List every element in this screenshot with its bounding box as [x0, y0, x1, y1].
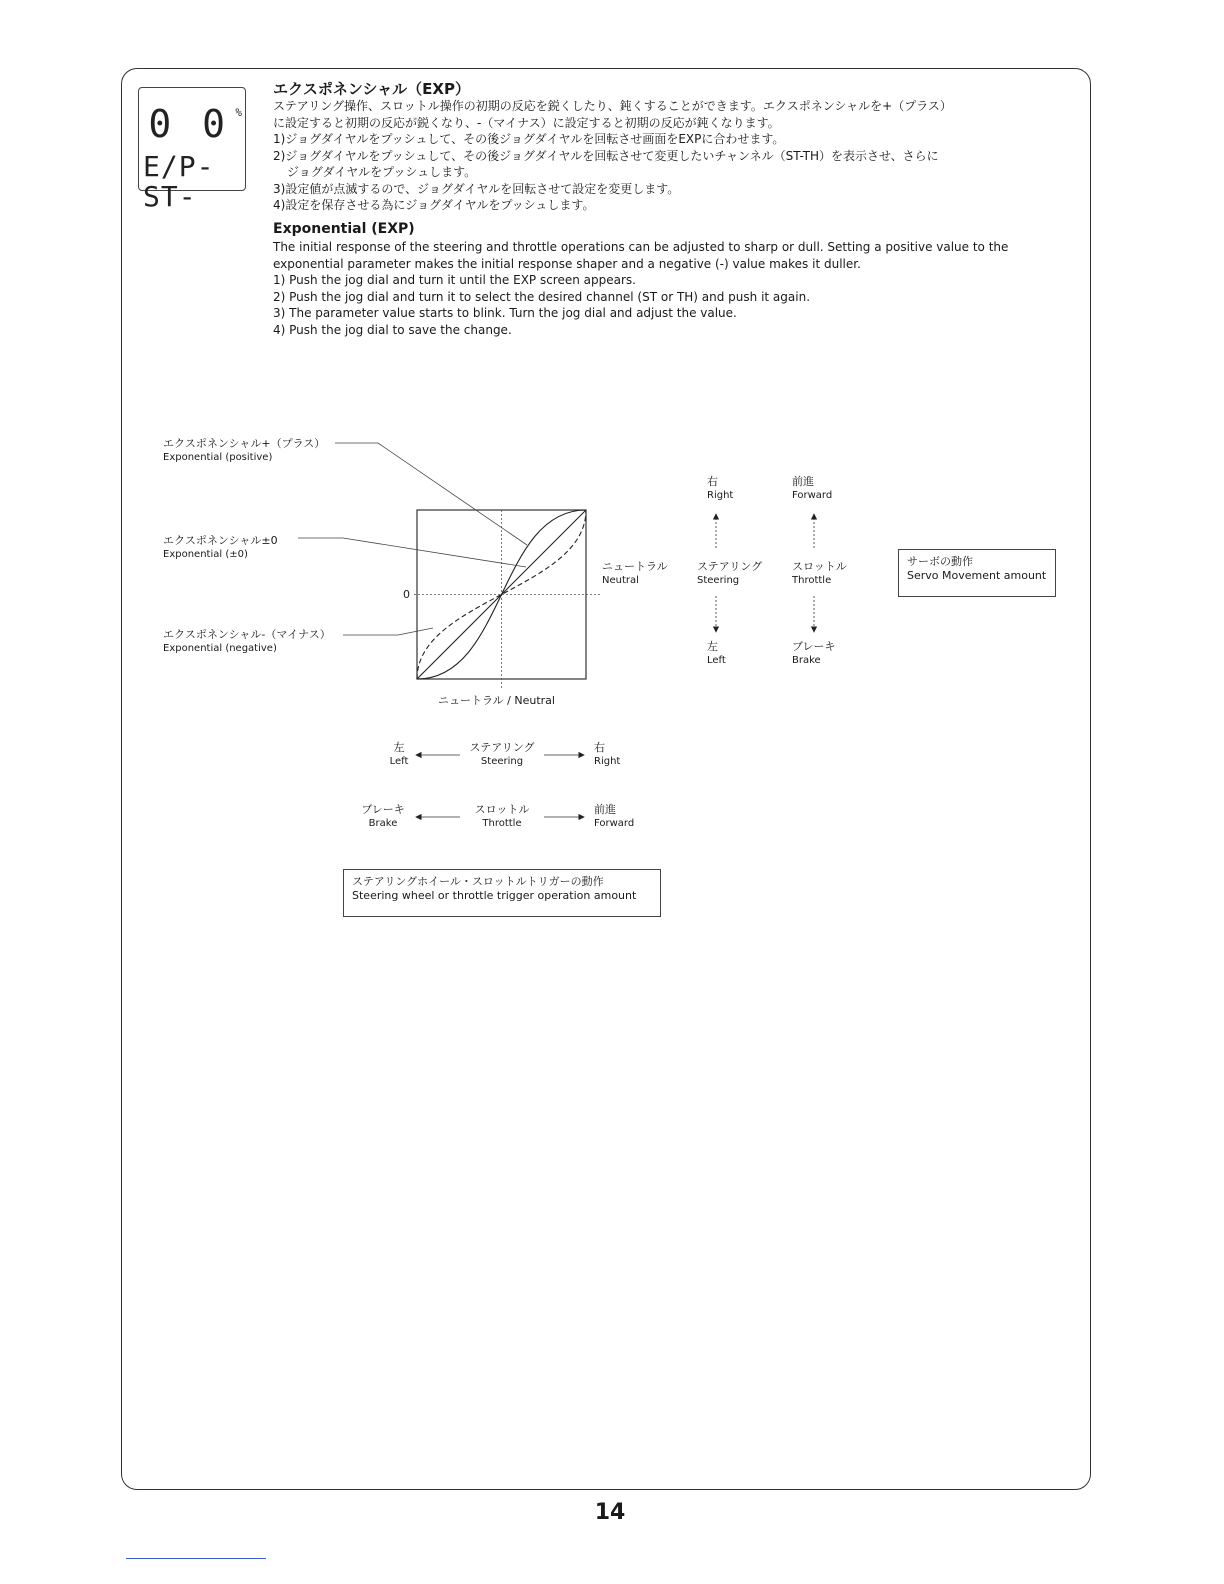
- lcd-unit: %: [235, 106, 242, 119]
- en-line: 4) Push the jog dial to save the change.: [273, 322, 512, 337]
- op-box-jp: ステアリングホイール・スロットルトリガーの動作: [352, 875, 604, 888]
- en-line: 3) The parameter value starts to blink. Turn the jog dial and adjust the value.: [273, 306, 737, 320]
- label-op-left-jp: 左: [393, 741, 405, 754]
- servo-movement-box: [898, 549, 1056, 597]
- label-exp-positive-jp: エクスポネンシャル+（プラス）: [163, 437, 326, 450]
- jp-heading: エクスポネンシャル（EXP）: [273, 80, 470, 98]
- en-line: 2) Push the jog dial and turn it to select the desired channel (ST or TH) and push it again.: [273, 289, 811, 304]
- label-op-forward-en: Forward: [594, 818, 635, 829]
- label-op-right: [594, 741, 620, 769]
- leader-zero: [343, 538, 526, 567]
- en-heading: Exponential (EXP): [273, 221, 415, 237]
- label-exp-negative-jp: エクスポネンシャル-（マイナス）: [163, 628, 331, 641]
- leader-negative: [398, 628, 433, 635]
- label-exp-negative-en: Exponential (negative): [163, 643, 277, 654]
- label-op-steering-en: Steering: [480, 756, 524, 767]
- label-forward-jp: 前進: [792, 475, 814, 488]
- label-zero: 0: [403, 588, 410, 601]
- label-op-throttle: [462, 803, 542, 831]
- label-exp-zero-en: Exponential (±0): [163, 549, 248, 560]
- label-op-brake-jp: ブレーキ: [361, 803, 405, 816]
- en-line: exponential parameter makes the initial response shaper and a negative (-) value makes it duller.: [273, 256, 861, 271]
- label-op-left-en: Left: [389, 756, 409, 767]
- label-exp-positive: [163, 437, 325, 465]
- label-forward-top: [792, 475, 832, 503]
- label-neutral-bottom: ニュートラル / Neutral: [438, 694, 555, 707]
- servo-box-en: Servo Movement amount: [907, 569, 1047, 582]
- label-op-forward: [594, 803, 634, 831]
- label-op-steering: [462, 741, 542, 769]
- jp-line: に設定すると初期の反応が鋭くなり、-（マイナス）に設定すると初期の反応が鈍くなります。: [273, 115, 780, 130]
- page-number: 14: [594, 1500, 626, 1525]
- jp-line: ジョグダイヤルをプッシュします。: [287, 165, 477, 179]
- lcd-value: 0 0: [148, 102, 229, 146]
- label-steering-servo: [697, 560, 762, 588]
- label-throttle-servo: [792, 560, 847, 588]
- label-op-brake-en: Brake: [368, 818, 398, 829]
- label-left-en: Left: [707, 655, 726, 666]
- label-op-right-en: Right: [594, 756, 621, 767]
- label-brake-jp: ブレーキ: [792, 640, 836, 653]
- jp-line: ステアリング操作、スロットル操作の初期の反応を鋭くしたり、鈍くすることができます。エクスポネンシャルを+（プラス）: [273, 99, 952, 113]
- label-exp-negative: [163, 628, 331, 656]
- label-op-throttle-jp: スロットル: [474, 803, 530, 816]
- label-left-jp: 左: [707, 640, 718, 653]
- label-throttle-jp: スロットル: [792, 560, 847, 573]
- leader-positive: [378, 443, 527, 545]
- en-line: The initial response of the steering and throttle operations can be adjusted to sharp or dull. Setting a positive value to the: [273, 240, 1009, 254]
- jp-line: 2)ジョグダイヤルをプッシュして、その後ジョグダイヤルを回転させて変更したいチャンネル（ST-TH）を表示させ、さらに: [273, 148, 939, 163]
- label-exp-zero-jp: エクスポネンシャル±0: [163, 534, 278, 547]
- jp-line: 3)設定値が点滅するので、ジョグダイヤルを回転させて設定を変更します。: [273, 181, 680, 196]
- jp-line: 1)ジョグダイヤルをプッシュして、その後ジョグダイヤルを回転させ画面をEXPに合わせます。: [273, 132, 785, 146]
- label-neutral-servo: [602, 560, 668, 588]
- en-line: 1) Push the jog dial and turn it until the EXP screen appears.: [273, 273, 636, 287]
- label-op-forward-jp: 前進: [594, 803, 616, 816]
- label-right-top: [707, 475, 733, 503]
- label-right-jp: 右: [707, 475, 718, 488]
- label-op-left: [384, 741, 414, 769]
- label-steering-jp: ステアリング: [697, 560, 763, 573]
- footer-link-line[interactable]: [126, 1558, 266, 1559]
- label-op-throttle-en: Throttle: [482, 818, 522, 829]
- operation-amount-box: [343, 869, 661, 917]
- label-neutral-en: Neutral: [602, 575, 639, 586]
- servo-box-jp: サーボの動作: [907, 555, 973, 568]
- label-steering-en: Steering: [697, 575, 740, 586]
- jp-line: 4)設定を保存させる為にジョグダイヤルをプッシュします。: [273, 198, 595, 212]
- label-brake-en: Brake: [792, 655, 821, 666]
- label-op-right-jp: 右: [594, 741, 605, 754]
- label-op-steering-jp: ステアリング: [469, 741, 535, 754]
- label-left-bottom: [707, 640, 726, 668]
- label-forward-en: Forward: [792, 490, 833, 501]
- lcd-mode: E∕P-ST-: [143, 150, 215, 213]
- label-brake-bottom: [792, 640, 836, 668]
- label-exp-zero: [163, 534, 278, 562]
- label-op-brake: [352, 803, 414, 831]
- op-box-en: Steering wheel or throttle trigger operation amount: [352, 889, 637, 902]
- label-right-en: Right: [707, 490, 734, 501]
- label-exp-positive-en: Exponential (positive): [163, 452, 273, 463]
- label-neutral-jp: ニュートラル: [602, 560, 668, 573]
- label-throttle-en: Throttle: [792, 575, 832, 586]
